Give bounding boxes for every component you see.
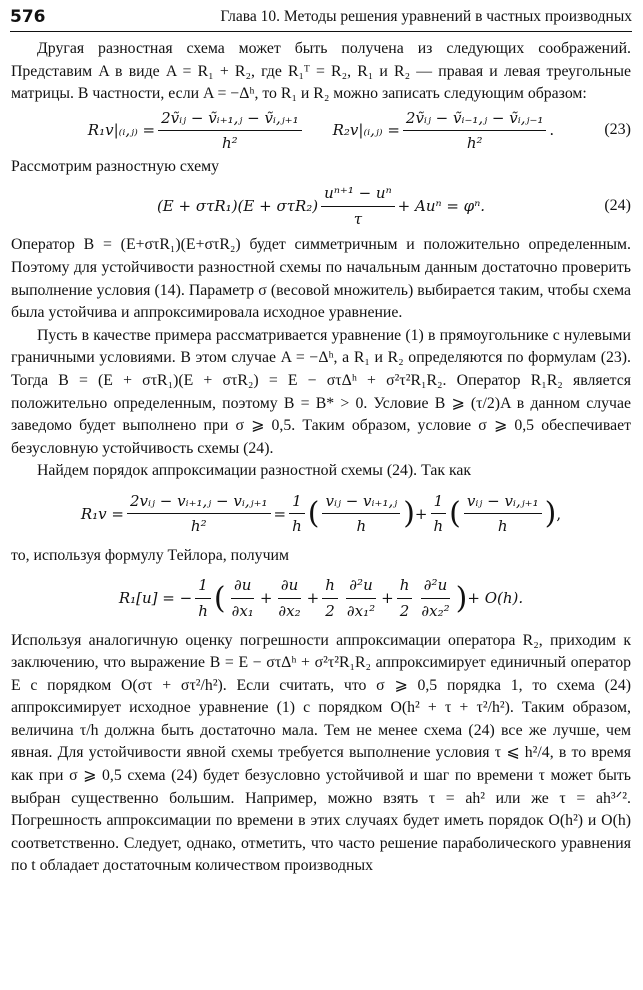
paragraph-6: то, используя формулу Тейлора, получим	[11, 546, 289, 564]
page-header	[10, 6, 632, 32]
eq23-lhs1: R₁v|₍ᵢ,ⱼ₎ =	[87, 121, 156, 140]
page-number: 576	[10, 7, 46, 27]
r1u-t3-den: ∂x₁²	[346, 602, 376, 620]
r1u-c2-den: 2	[399, 602, 410, 620]
equation-r1u: R₁[u] = − $\frac{1}{h}$ ( $\frac{\partial u}{\text{∂x₁}}$ + $\frac{\partial u}{\text{∂x₂}}$ + $\frac{h}{2}$ $\frac{\text{∂²u}}{\text{∂x₁²}}$ + $\frac{h}{2}$ $\frac{\text{∂²u}}{\text{∂x₂²}}$ ) + O(h).	[11, 568, 631, 630]
r1u-t2-den: ∂x₂	[278, 602, 301, 620]
r1v-a-num: vᵢⱼ − vᵢ₊₁,ⱼ	[322, 490, 400, 515]
r1u-t4-num: ∂²u	[421, 574, 450, 599]
eq23-num2: 2ṽᵢⱼ − ṽᵢ₋₁,ⱼ − ṽᵢ,ⱼ₋₁	[403, 107, 547, 132]
eq24-den: τ	[353, 209, 363, 228]
r1v-b	[464, 490, 542, 538]
r1u-lhs: R₁[u] = −	[118, 589, 193, 608]
eq24-num: uⁿ⁺¹ − uⁿ	[321, 182, 395, 207]
r1u-k-den: h	[198, 602, 208, 620]
r1v-k2num: 1	[431, 490, 447, 515]
running-title: Глава 10. Методы решения уравнений в частных производных	[220, 8, 632, 25]
r1v-den: h²	[190, 517, 207, 536]
r1v-num: 2vᵢⱼ − vᵢ₊₁,ⱼ − vᵢ,ⱼ₊₁	[127, 490, 271, 515]
r1u-t4-den: ∂x₂²	[421, 602, 450, 620]
r1v-k2den: h	[433, 517, 444, 536]
r1u-t4	[418, 574, 452, 622]
r1u-c1-den: 2	[325, 602, 335, 620]
r1u-plus2: +	[306, 589, 320, 608]
equation-r1v: R₁v = $\frac{\text{2vᵢⱼ − vᵢ₊₁,ⱼ − vᵢ,ⱼ₊₁}}{\text{h²}}$ = $\frac{1}{h}$ ( $\frac{\text{vᵢⱼ − vᵢ₊₁,ⱼ}}{h}$ ) + $\frac{1}{h}$ ( $\frac{\text{vᵢⱼ − vᵢ,ⱼ₊₁}}{h}$ ) ,	[11, 483, 631, 545]
r1v-plus: +	[414, 504, 428, 523]
r1v-k2	[431, 490, 447, 538]
r1u-t1-den: ∂x₁	[231, 602, 254, 620]
eq24-number: (24)	[604, 197, 631, 215]
r1u-t2-num: ∂u	[278, 574, 301, 599]
eq24-lhs: (E + στR₁)(E + στR₂)	[156, 197, 319, 216]
eq23-frac2	[403, 107, 547, 155]
r1v-frac-main	[127, 490, 271, 538]
paragraph-3: Оператор B = (E+στR₁)(E+στR₂) будет симметричным и положительно определенным. Поэтому для устойчивости разностной схемы по начальным данным достаточно проверить выполнение условия (14). Параметр σ (весовой множитель) выбирается таким, чтобы схема была устойчива и аппроксимировала исходное уравнение.	[11, 236, 631, 322]
r1u-c2-num: h	[397, 574, 413, 599]
r1u-c1	[322, 574, 338, 622]
r1v-tail: ,	[556, 504, 562, 523]
paragraph-7: Используя аналогичную оценку погрешности аппроксимации оператора R₂, приходим к заключению, что выражение B = E − στΔʰ + σ²τ²R₁R₂ аппроксимирует единичный оператор E с порядком O(στ + στ²/h²). Если считать, что σ ⩾ 0,5 порядка 1, то схема (24) аппроксимирует исходное уравнение (1) с порядком O(h² + τ + τ²/h²). Таким образом, величина τ/h должна быть достаточно мала. Тем не менее схема (24) все же лучше, чем явная. Для устойчивости явной схемы требуется выполнение условия τ ⩽ h²/4, в то время как при σ ⩾ 0,5 схема (24) будет безусловно устойчивой и шаг по времени τ может быть выбран существенно большим. Например, можно взять τ = ah² или же τ = ah³ᐟ². Погрешность аппроксимации по времени в этих случаях будет иметь порядок O(h²) и O(h) соответственно. Следует, однако, отметить, что часто решение параболического уравнения по t обладает достаточным количеством производных	[11, 631, 631, 875]
r1u-c2	[397, 574, 413, 622]
eq24-rhs: + Auⁿ = φⁿ.	[397, 197, 486, 216]
r1u-plus1: +	[259, 589, 273, 608]
r1u-k-num: 1	[195, 574, 211, 599]
r1v-a-den: h	[356, 517, 367, 536]
eq23-frac1	[158, 107, 302, 155]
r1u-plus3: +	[381, 589, 394, 608]
r1u-t3	[344, 574, 378, 622]
body-text	[11, 38, 631, 878]
eq24-frac	[321, 182, 395, 230]
r1u-c1-num: h	[322, 574, 338, 599]
r1v-b-num: vᵢⱼ − vᵢ,ⱼ₊₁	[464, 490, 542, 515]
equation-23	[11, 106, 631, 156]
r1u-t2	[275, 574, 303, 622]
r1u-k	[195, 574, 211, 622]
eq23-number: (23)	[604, 121, 631, 139]
r1v-eq: =	[273, 504, 287, 523]
r1v-b-den: h	[497, 517, 508, 536]
r1u-t3-num: ∂²u	[346, 574, 375, 599]
paragraph-5: Найдем порядок аппроксимации разностной схемы (24). Так как	[37, 462, 472, 480]
r1v-k1den: h	[292, 517, 302, 536]
paragraph-1: Другая разностная схема может быть получена из следующих соображений. Представим A в виде A = R₁ + R₂, где R₁ᵀ = R₂, R₁ и R₂ — правая и левая треугольные матрицы. В частности, если A = −Δʰ, то R₁ и R₂ можно записать следующим образом:	[11, 40, 631, 103]
equation-24	[11, 178, 631, 234]
eq23-den1: h²	[222, 134, 238, 153]
paragraph-2: Рассмотрим разностную схему	[11, 157, 220, 175]
r1v-a	[322, 490, 400, 538]
r1u-t1	[229, 574, 257, 622]
eq23-lhs2: R₂v|₍ᵢ,ⱼ₎ =	[332, 121, 400, 140]
r1v-k1	[289, 490, 305, 538]
r1v-k1num: 1	[289, 490, 305, 515]
r1u-t1-num: ∂u	[231, 574, 254, 599]
r1u-tail: + O(h).	[467, 589, 524, 608]
eq23-den2: h²	[466, 134, 483, 153]
eq23-tail: .	[549, 121, 555, 140]
paragraph-4: Пусть в качестве примера рассматривается уравнение (1) в прямоугольнике с нулевыми граничными условиями. В этом случае A = −Δʰ, а R₁ и R₂ определяются по формулам (23). Тогда B = (E + στR₁)(E + στR₂) = E − στΔʰ + σ²τ²R₁R₂. Оператор R₁R₂ является положительно определенным, поэтому B = B* > 0. Условие B ⩾ (τ/2)A в данном случае заведомо будет выполнено при σ ⩾ 0,5. Таким образом, условие σ ⩾ 0,5 обеспечивает безусловную устойчивость схемы (24).	[11, 326, 631, 457]
eq23-num1: 2ṽᵢⱼ − ṽᵢ₊₁,ⱼ − ṽᵢ,ⱼ₊₁	[158, 107, 302, 132]
r1v-lhs: R₁v =	[80, 504, 124, 523]
